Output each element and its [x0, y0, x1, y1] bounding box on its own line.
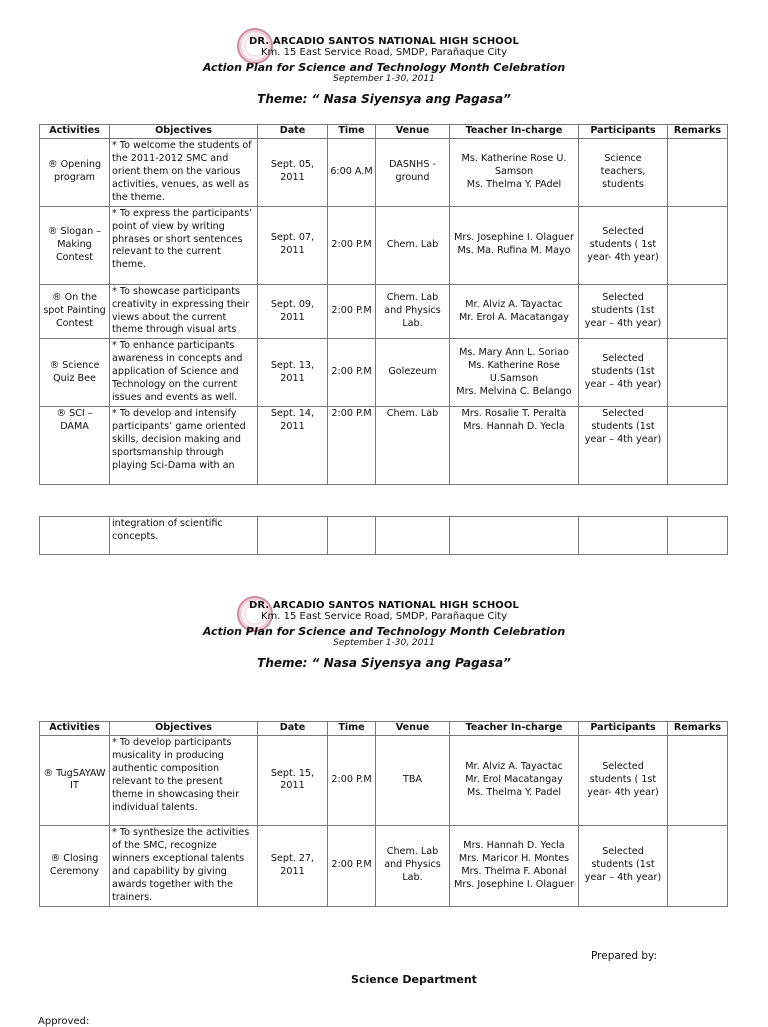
table-row [40, 138, 728, 206]
column-header: Time [328, 722, 376, 736]
venue-cell: Chem. Lab and Physics Lab. [376, 825, 450, 906]
date-cell [258, 517, 328, 555]
date-cell: Sept. 15, 2011 [258, 735, 328, 825]
teacher-cell [450, 735, 579, 825]
activity-cell: ® TugSAYAW IT [40, 735, 110, 825]
action-plan-table-2 [39, 721, 728, 907]
teacher-name: Ms. Katherine Rose U. Samson [461, 152, 567, 177]
activity-cell: ® Opening program [40, 138, 110, 206]
teacher-name: Ms. Mary Ann L. Soriao [459, 346, 569, 358]
teacher-name: Mr. Alviz A. Tayactac [465, 761, 563, 773]
activity-cell: ® Science Quiz Bee [40, 339, 110, 407]
participants-cell: Selected students (1st year – 4th year) [579, 284, 668, 339]
activity-cell: ® Slogan – Making Contest [40, 206, 110, 284]
objectives-cell: * To develop participants musicality in producing authentic composition relevant to the present theme in showcasing their individual talents. [110, 735, 258, 825]
remarks-cell [668, 339, 728, 407]
table-row [40, 339, 728, 407]
time-cell: 2:00 P.M [328, 206, 376, 284]
table-row [40, 825, 728, 906]
teacher-cell [450, 284, 579, 339]
table-row [40, 517, 728, 555]
teacher-cell [450, 407, 579, 485]
participants-cell: Selected students (1st year – 4th year) [579, 339, 668, 407]
column-header: Participants [579, 722, 668, 736]
date-cell: Sept. 09, 2011 [258, 284, 328, 339]
column-header: Venue [376, 722, 450, 736]
teacher-cell [450, 339, 579, 407]
participants-cell: Science teachers, students [579, 138, 668, 206]
column-header: Date [258, 125, 328, 139]
page1-header [0, 36, 768, 106]
school-name: DR. ARCADIO SANTOS NATIONAL HIGH SCHOOL [249, 600, 519, 611]
column-header: Objectives [110, 722, 258, 736]
table-header-row [40, 722, 728, 736]
column-header: Objectives [110, 125, 258, 139]
objectives-cell: * To enhance participants awareness in concepts and application of Science and Technology on the current issues and events as well. [110, 339, 258, 407]
column-header: Activities [40, 722, 110, 736]
column-header: Teacher In-charge [450, 125, 579, 139]
teacher-name: Mrs. Hannah D. Yecla [463, 839, 565, 851]
plan-dates: September 1-30, 2011 [333, 74, 435, 84]
objectives-cell: integration of scientific concepts. [110, 517, 258, 555]
remarks-cell [668, 407, 728, 485]
teacher-cell [450, 138, 579, 206]
table-row [40, 284, 728, 339]
teacher-name: Mrs. Hannah D. Yecla [463, 421, 565, 432]
time-cell: 2:00 P.M [328, 339, 376, 407]
time-cell: 2:00 P.M [328, 284, 376, 339]
prepared-by-label: Prepared by: [591, 950, 657, 962]
venue-cell: Chem. Lab [376, 407, 450, 485]
date-cell: Sept. 27, 2011 [258, 825, 328, 906]
objectives-cell: * To showcase participants creativity in expressing their views about the current theme through visual arts [110, 284, 258, 339]
time-cell: 2:00 P.M [328, 407, 376, 485]
table-header-row [40, 125, 728, 139]
date-cell: Sept. 07, 2011 [258, 206, 328, 284]
teacher-name: Ms. Ma. Rufina M. Mayo [457, 245, 571, 257]
column-header: Remarks [668, 722, 728, 736]
objectives-cell: * To synthesize the activities of the SMC, recognize winners exceptional talents and capability by giving awards together with the trainers. [110, 825, 258, 906]
column-header: Activities [40, 125, 110, 139]
column-header: Remarks [668, 125, 728, 139]
column-header: Date [258, 722, 328, 736]
school-address: Km. 15 East Service Road, SMDP, Parañaque City [261, 611, 507, 622]
plan-title: Action Plan for Science and Technology Month Celebration [202, 61, 566, 74]
teacher-name: Mrs. Josephine I. Olaguer [454, 878, 574, 890]
teacher-name: Mrs. Rosalie T. Peralta [461, 408, 567, 420]
remarks-cell [668, 735, 728, 825]
objectives-cell: * To express the participants’ point of view by writing phrases or short sentences relevant to the current theme. [110, 206, 258, 284]
school-name: DR. ARCADIO SANTOS NATIONAL HIGH SCHOOL [249, 36, 519, 47]
department-signature: Science Department [351, 973, 477, 986]
teacher-name: Mrs. Thelma F. Abonal [461, 865, 567, 877]
teacher-cell [450, 825, 579, 906]
venue-cell: TBA [376, 735, 450, 825]
approved-label: Approved: [38, 1016, 90, 1027]
activity-cell: ® SCI – DAMA [40, 407, 110, 485]
participants-cell: Selected students (1st year – 4th year) [579, 825, 668, 906]
venue-cell: Chem. Lab and Physics Lab. [376, 284, 450, 339]
activity-cell: ® Closing Ceremony [40, 825, 110, 906]
time-cell: 2:00 P.M [328, 825, 376, 906]
time-cell [328, 517, 376, 555]
theme-title: Theme: “ Nasa Siyensya ang Pagasa” [257, 92, 511, 106]
table-row [40, 206, 728, 284]
teacher-name: Ms. Thelma Y. PAdel [466, 178, 562, 190]
participants-cell [579, 517, 668, 555]
date-cell: Sept. 05, 2011 [258, 138, 328, 206]
continuation-table [39, 516, 728, 555]
teacher-name: Ms. Thelma Y. Padel [466, 786, 562, 798]
remarks-cell [668, 825, 728, 906]
date-cell: Sept. 14, 2011 [258, 407, 328, 485]
teacher-cell [450, 517, 579, 555]
teacher-name: Mr. Alviz A. Tayactac [465, 298, 563, 310]
table-row [40, 735, 728, 825]
teacher-name: Mrs. Melvina C. Belango [456, 385, 572, 397]
remarks-cell [668, 517, 728, 555]
plan-dates: September 1-30, 2011 [333, 638, 435, 648]
activity-cell [40, 517, 110, 555]
remarks-cell [668, 284, 728, 339]
column-header: Time [328, 125, 376, 139]
activity-cell: ® On the spot Painting Contest [40, 284, 110, 339]
column-header: Venue [376, 125, 450, 139]
remarks-cell [668, 138, 728, 206]
teacher-name: Mrs. Maricor H. Montes [458, 852, 570, 864]
objectives-cell: * To develop and intensify participants’ game oriented skills, decision making and sportsmanship through playing Sci-Dama with an [110, 407, 258, 485]
action-plan-table-1 [39, 124, 728, 485]
venue-cell: Chem. Lab [376, 206, 450, 284]
plan-title: Action Plan for Science and Technology Month Celebration [202, 625, 566, 638]
objectives-cell: * To welcome the students of the 2011-2012 SMC and orient them on the various activities, venues, as well as the theme. [110, 138, 258, 206]
participants-cell: Selected students ( 1st year- 4th year) [579, 206, 668, 284]
column-header: Teacher In-charge [450, 722, 579, 736]
school-address: Km. 15 East Service Road, SMDP, Parañaque City [261, 47, 507, 58]
teacher-cell [450, 206, 579, 284]
date-cell: Sept. 13, 2011 [258, 339, 328, 407]
time-cell: 6:00 A.M [328, 138, 376, 206]
teacher-name: Ms. Katherine Rose U.Samson [468, 359, 560, 384]
time-cell: 2:00 P.M [328, 735, 376, 825]
teacher-name: Mr. Erol A. Macatangay [459, 311, 569, 323]
teacher-name: Mr. Erol Macatangay [465, 773, 563, 785]
venue-cell [376, 517, 450, 555]
remarks-cell [668, 206, 728, 284]
theme-title: Theme: “ Nasa Siyensya ang Pagasa” [257, 656, 511, 670]
column-header: Participants [579, 125, 668, 139]
venue-cell: DASNHS -ground [376, 138, 450, 206]
participants-cell: Selected students ( 1st year- 4th year) [579, 735, 668, 825]
teacher-name: Mrs. Josephine I. Olaguer [454, 232, 574, 244]
table-row [40, 407, 728, 485]
participants-cell: Selected students (1st year – 4th year) [579, 407, 668, 485]
venue-cell: Golezeum [376, 339, 450, 407]
page2-header [0, 600, 768, 670]
